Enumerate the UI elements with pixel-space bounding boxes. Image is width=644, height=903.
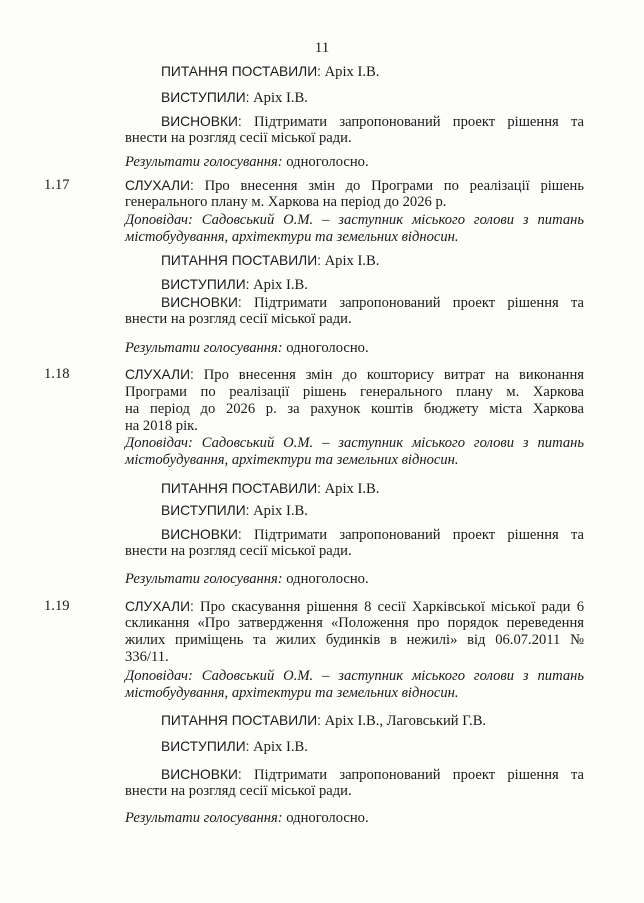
heard-label: СЛУХАЛИ: xyxy=(125,599,194,614)
raised-value: Аріх І.В. xyxy=(324,481,380,497)
conclusion-label: ВИСНОВКИ: xyxy=(161,114,242,129)
raised-label: ПИТАННЯ ПОСТАВИЛИ: xyxy=(161,713,321,728)
conclusion-label: ВИСНОВКИ: xyxy=(161,295,242,310)
heard-text-2: скликання «Про затвердження «Положення про порядок переведення xyxy=(125,615,584,631)
heard-text-1: Про внесення змін до кошторису витрат на виконання xyxy=(203,367,584,383)
raised-line xyxy=(161,63,379,81)
conclusion-line-1 xyxy=(161,766,584,784)
conclusion-text-1: Підтримати запропонований проект рішення та xyxy=(254,527,584,543)
conclusion-text-1: Підтримати запропонований проект рішення та xyxy=(254,114,584,130)
heard-text-1: Про скасування рішення 8 сесії Харківської міської ради 6 xyxy=(200,599,584,615)
vote-label: Результати голосування: xyxy=(125,154,283,170)
spoke-line xyxy=(161,276,308,294)
raised-line xyxy=(161,480,379,498)
spoke-line xyxy=(161,89,308,107)
conclusion-text-1: Підтримати запропонований проект рішення та xyxy=(254,767,584,783)
heard-line-1 xyxy=(125,598,584,616)
vote-label: Результати голосування: xyxy=(125,571,283,587)
conclusion-text-2: внести на розгляд сесії міської ради. xyxy=(125,543,352,559)
heard-line-1 xyxy=(125,366,584,384)
heard-text-1: Про внесення змін до Програми по реалізації рішень xyxy=(204,178,584,194)
conclusion-text-2: внести на розгляд сесії міської ради. xyxy=(125,311,352,327)
vote-label: Результати голосування: xyxy=(125,810,283,826)
vote-value: одноголосно. xyxy=(286,571,369,587)
conclusion-text-1: Підтримати запропонований проект рішення та xyxy=(254,295,584,311)
heard-text-4: 336/11. xyxy=(125,649,169,665)
vote-value: одноголосно. xyxy=(286,340,369,356)
heard-line-1 xyxy=(125,177,584,195)
raised-value: Аріх І.В., Лаговський Г.В. xyxy=(324,713,487,729)
conclusion-text-2: внести на розгляд сесії міської ради. xyxy=(125,130,352,146)
vote-line xyxy=(125,810,369,827)
raised-value: Аріх І.В. xyxy=(324,253,380,269)
spoke-value: Аріх І.В. xyxy=(253,90,308,106)
heard-text-3: жилих приміщень та жилих будинків в нежилі» від 06.07.2011 № xyxy=(125,632,584,648)
heard-label: СЛУХАЛИ: xyxy=(125,367,194,382)
spoke-value: Аріх І.В. xyxy=(253,739,308,755)
vote-value: одноголосно. xyxy=(286,154,369,170)
conclusion-line-1 xyxy=(161,526,584,544)
conclusion-line-1 xyxy=(161,113,584,131)
vote-line xyxy=(125,154,369,171)
item-number: 1.18 xyxy=(44,366,70,382)
spoke-label: ВИСТУПИЛИ: xyxy=(161,739,250,754)
page-number: 11 xyxy=(314,40,330,56)
raised-label: ПИТАННЯ ПОСТАВИЛИ: xyxy=(161,64,321,79)
heard-text-2: Програми по реалізації рішень генерального плану м. Харкова xyxy=(125,384,584,400)
item-number: 1.17 xyxy=(44,177,70,193)
speaker-line-1: Доповідач: Садовський О.М. – заступник міського голови з питань xyxy=(125,212,584,228)
spoke-label: ВИСТУПИЛИ: xyxy=(161,277,250,292)
conclusion-label: ВИСНОВКИ: xyxy=(161,767,242,782)
raised-label: ПИТАННЯ ПОСТАВИЛИ: xyxy=(161,253,321,268)
vote-label: Результати голосування: xyxy=(125,340,283,356)
spoke-value: Аріх І.В. xyxy=(253,503,308,519)
raised-line xyxy=(161,712,486,730)
speaker-line-2: містобудування, архітектури та земельних відносин. xyxy=(125,229,459,245)
raised-value: Аріх І.В. xyxy=(324,64,380,80)
vote-line xyxy=(125,571,369,588)
raised-label: ПИТАННЯ ПОСТАВИЛИ: xyxy=(161,481,321,496)
conclusion-label: ВИСНОВКИ: xyxy=(161,527,242,542)
spoke-value: Аріх І.В. xyxy=(253,277,308,293)
heard-text-3: на період до 2026 р. за рахунок коштів бюджету міста Харкова xyxy=(125,401,584,417)
vote-value: одноголосно. xyxy=(286,810,369,826)
conclusion-line-1 xyxy=(161,294,584,312)
spoke-label: ВИСТУПИЛИ: xyxy=(161,90,250,105)
spoke-line xyxy=(161,738,308,756)
heard-label: СЛУХАЛИ: xyxy=(125,178,194,193)
speaker-line-2: містобудування, архітектури та земельних відносин. xyxy=(125,685,459,701)
speaker-line-1: Доповідач: Садовський О.М. – заступник міського голови з питань xyxy=(125,668,584,684)
spoke-label: ВИСТУПИЛИ: xyxy=(161,503,250,518)
conclusion-text-2: внести на розгляд сесії міської ради. xyxy=(125,783,352,799)
raised-line xyxy=(161,252,379,270)
spoke-line xyxy=(161,502,308,520)
speaker-line-2: містобудування, архітектури та земельних відносин. xyxy=(125,452,459,468)
item-number: 1.19 xyxy=(44,598,70,614)
speaker-line-1: Доповідач: Садовський О.М. – заступник міського голови з питань xyxy=(125,435,584,451)
heard-text-2: генерального плану м. Харкова на період до 2026 р. xyxy=(125,194,447,210)
vote-line xyxy=(125,340,369,357)
heard-text-4: на 2018 рік. xyxy=(125,418,198,434)
